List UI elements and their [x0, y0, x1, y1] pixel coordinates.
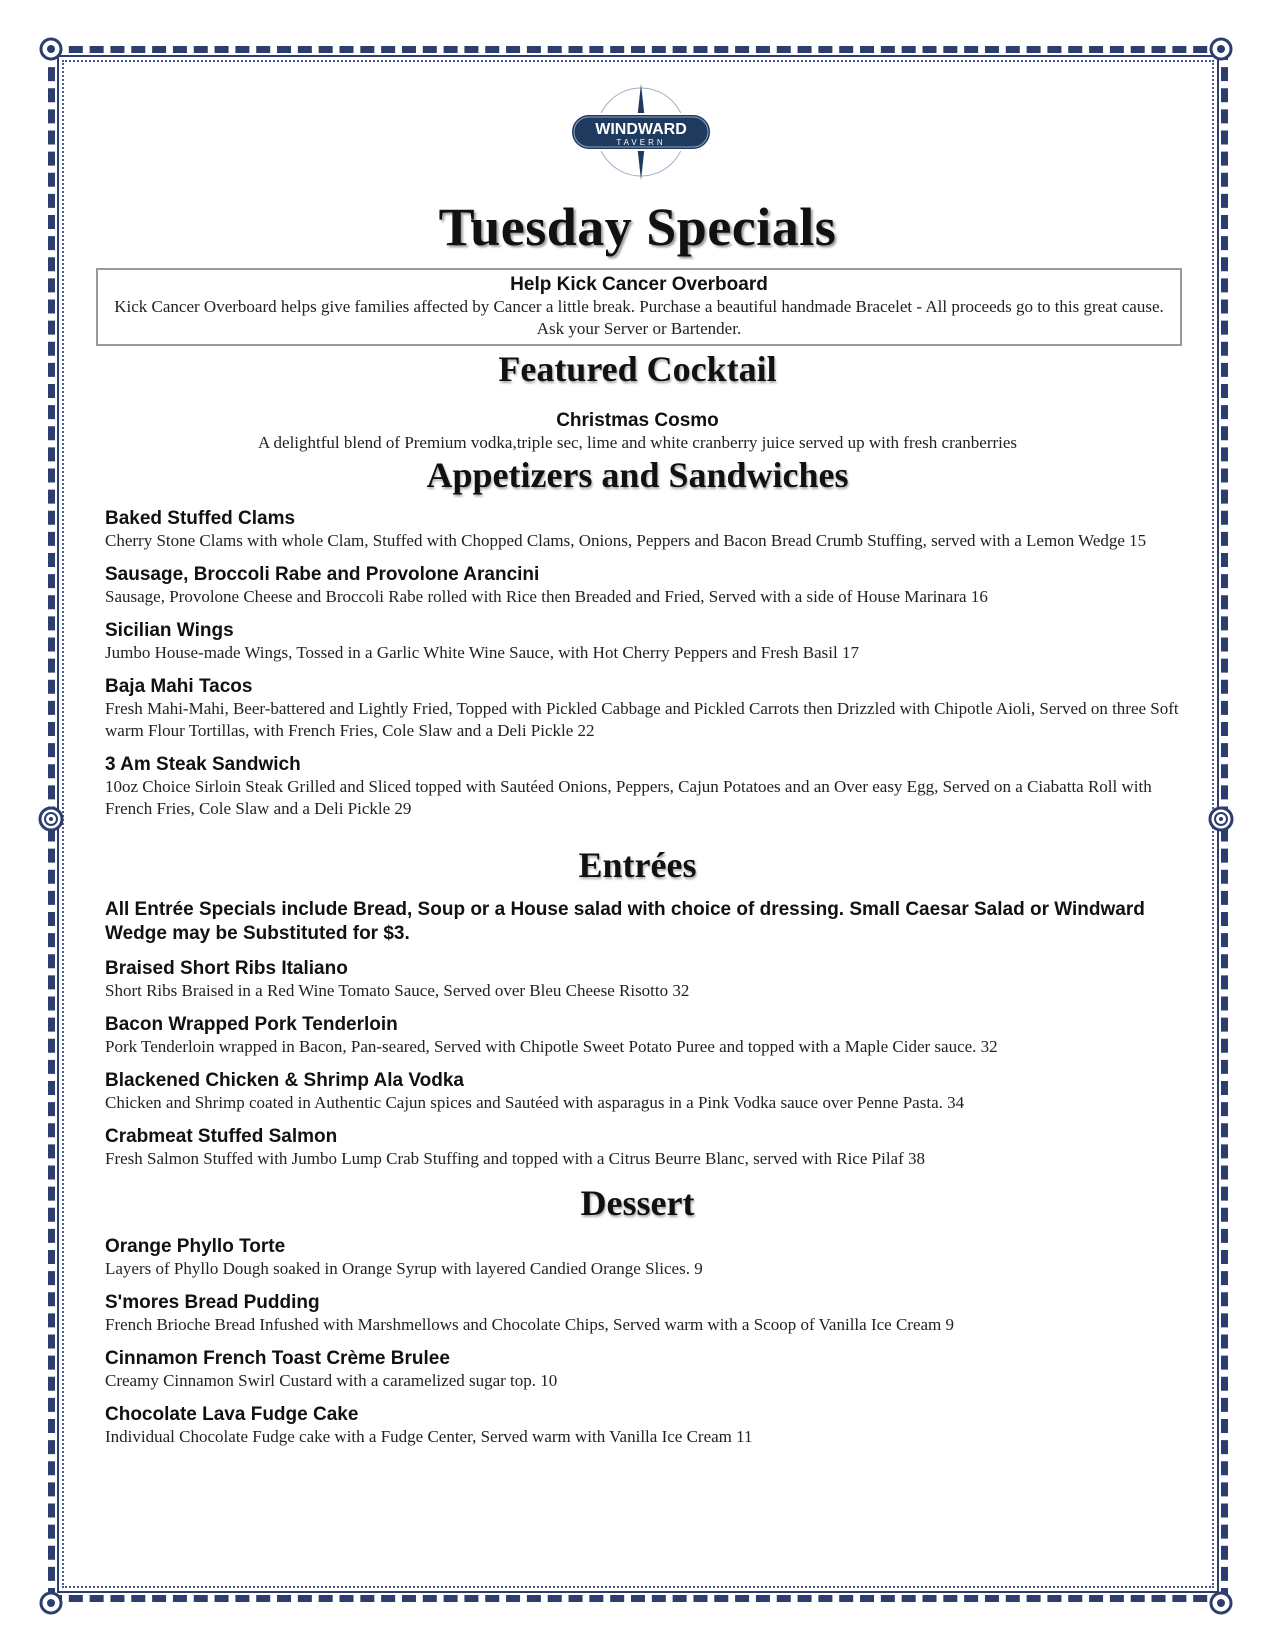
menu-item: [105, 676, 1185, 742]
rope-knot-icon: [38, 36, 64, 62]
item-description: French Brioche Bread Infushed with Marshmellows and Chocolate Chips, Served warm with a Scoop of Vanilla Ice Cream 9: [105, 1315, 955, 1334]
menu-item: [105, 1404, 1185, 1448]
item-description: Short Ribs Braised in a Red Wine Tomato Sauce, Served over Bleu Cheese Risotto 32: [105, 981, 690, 1000]
menu-item: [105, 1126, 1185, 1170]
notice-text: Kick Cancer Overboard helps give families affected by Cancer a little break. Purchase a beautiful handmade Bracelet - All proceeds go to this great cause. Ask your Server or Bartender.: [114, 297, 1164, 338]
menu-item: [105, 1292, 1185, 1336]
item-description: 10oz Choice Sirloin Steak Grilled and Sliced topped with Sautéed Onions, Peppers, Cajun Potatoes and an Over easy Egg, Served on a Ciabatta Roll with French Fries, Cole Slaw and a Deli Pickle 29: [105, 777, 1152, 818]
item-description: Fresh Mahi-Mahi, Beer-battered and Lightly Fried, Topped with Pickled Cabbage and Pickled Carrots then Drizzled with Chipotle Aioli, Served on three Soft warm Flour Tortillas, with French Fries, Cole Slaw and a Deli Pickle 22: [105, 699, 1179, 740]
featured-cocktail-heading: Featured Cocktail: [498, 349, 777, 389]
cocktail-description: A delightful blend of Premium vodka,triple sec, lime and white cranberry juice served up with fresh cranberries: [257, 433, 1018, 452]
item-name: Blackened Chicken & Shrimp Ala Vodka: [105, 1070, 464, 1091]
windward-tavern-logo: [567, 80, 715, 184]
dessert-heading: Dessert: [580, 1183, 695, 1223]
item-name: Bacon Wrapped Pork Tenderloin: [105, 1014, 398, 1035]
menu-item: [105, 508, 1185, 552]
item-name: Sicilian Wings: [105, 620, 234, 641]
item-name: S'mores Bread Pudding: [105, 1292, 320, 1313]
appetizers-list: [105, 508, 1185, 832]
notice-title: Help Kick Cancer Overboard: [510, 274, 768, 295]
item-name: Chocolate Lava Fudge Cake: [105, 1404, 359, 1425]
item-name: Orange Phyllo Torte: [105, 1236, 286, 1257]
page-title: Tuesday Specials: [438, 197, 837, 257]
entrees-heading: Entrées: [578, 845, 697, 885]
item-name: Cinnamon French Toast Crème Brulee: [105, 1348, 450, 1369]
rope-rosette-icon: [38, 806, 64, 832]
featured-cocktail: [0, 410, 1275, 454]
item-name: Braised Short Ribs Italiano: [105, 958, 348, 979]
item-description: Chicken and Shrimp coated in Authentic Cajun spices and Sautéed with asparagus in a Pink Vodka sauce over Penne Pasta. 34: [105, 1093, 965, 1112]
logo-line1: WINDWARD: [595, 121, 687, 138]
item-description: Pork Tenderloin wrapped in Bacon, Pan-seared, Served with Chipotle Sweet Potato Puree and topped with a Maple Cider sauce. 32: [105, 1037, 998, 1056]
item-name: Sausage, Broccoli Rabe and Provolone Arancini: [105, 564, 540, 585]
menu-item: [105, 1348, 1185, 1392]
item-description: Jumbo House-made Wings, Tossed in a Garlic White Wine Sauce, with Hot Cherry Peppers and Fresh Basil 17: [105, 643, 859, 662]
item-description: Cherry Stone Clams with whole Clam, Stuffed with Chopped Clams, Onions, Peppers and Bacon Bread Crumb Stuffing, served with a Lemon Wedge 15: [105, 531, 1147, 550]
menu-item: [105, 1236, 1185, 1280]
item-description: Individual Chocolate Fudge cake with a Fudge Center, Served warm with Vanilla Ice Cream 11: [105, 1427, 753, 1446]
dessert-list: [105, 1236, 1185, 1460]
rope-rosette-icon: [1208, 806, 1234, 832]
charity-notice: [96, 268, 1182, 346]
item-name: Crabmeat Stuffed Salmon: [105, 1126, 338, 1147]
item-description: Creamy Cinnamon Swirl Custard with a caramelized sugar top. 10: [105, 1371, 558, 1390]
item-description: Layers of Phyllo Dough soaked in Orange Syrup with layered Candied Orange Slices. 9: [105, 1259, 703, 1278]
rope-knot-icon: [1208, 36, 1234, 62]
compass-rose-icon: [567, 80, 715, 184]
item-name: Baked Stuffed Clams: [105, 508, 296, 529]
rope-knot-icon: [38, 1590, 64, 1616]
item-name: 3 Am Steak Sandwich: [105, 754, 301, 775]
appetizers-heading: Appetizers and Sandwiches: [426, 455, 849, 495]
item-description: Sausage, Provolone Cheese and Broccoli Rabe rolled with Rice then Breaded and Fried, Served with a side of House Marinara 16: [105, 587, 988, 606]
menu-item: [105, 1014, 1185, 1058]
menu-item: [105, 564, 1185, 608]
rope-knot-icon: [1208, 1590, 1234, 1616]
item-name: Baja Mahi Tacos: [105, 676, 253, 697]
cocktail-name: Christmas Cosmo: [556, 410, 719, 431]
menu-item: [105, 1070, 1185, 1114]
menu-item: [105, 958, 1185, 1002]
menu-item: [105, 620, 1185, 664]
menu-item: [105, 754, 1185, 820]
item-description: Fresh Salmon Stuffed with Jumbo Lump Crab Stuffing and topped with a Citrus Beurre Blanc, served with Rice Pilaf 38: [105, 1149, 925, 1168]
logo-line2: TAVERN: [616, 138, 666, 147]
entrees-list: [105, 898, 1185, 1182]
entree-note: All Entrée Specials include Bread, Soup or a House salad with choice of dressing. Small Caesar Salad or Windward Wedge may be Substituted for $3.: [105, 899, 1145, 944]
